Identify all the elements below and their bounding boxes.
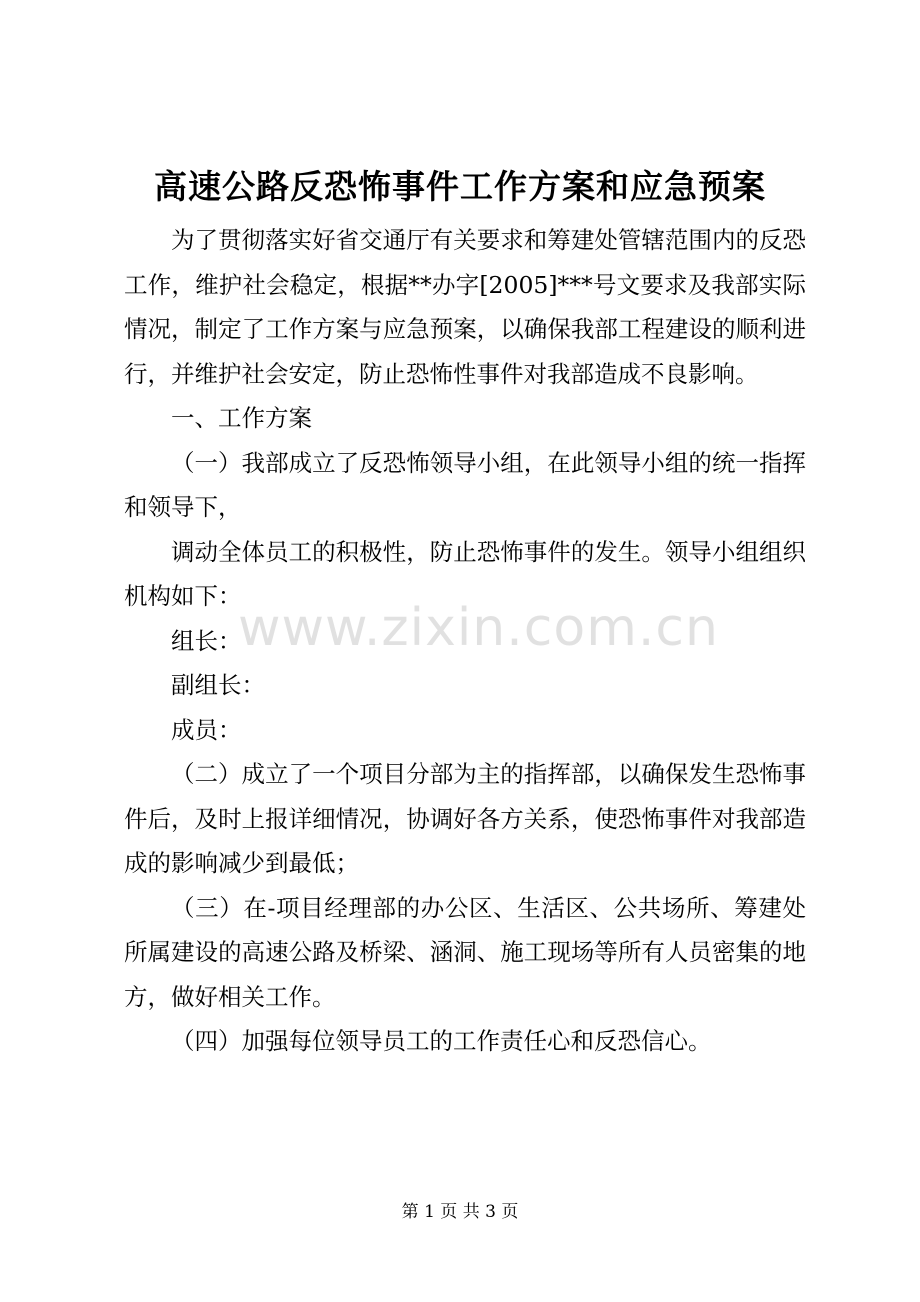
document-body xyxy=(124,218,806,1064)
paragraph-deputy-leader: 副组长： xyxy=(171,671,265,699)
section-heading-work-plan: 一、工作方案 xyxy=(171,404,312,432)
paragraph-item-1: （一）我部成立了反恐怖领导小组，在此领导小组的统一指挥和领导下， xyxy=(124,448,806,521)
paragraph-item-1-continued: 调动全体员工的积极性，防止恐怖事件的发生。领导小组组织机构如下： xyxy=(124,537,806,610)
paragraph-item-2: （二）成立了一个项目分部为主的指挥部，以确保发生恐怖事件后，及时上报详细情况，协调好各方关系，使恐怖事件对我部造成的影响减少到最低； xyxy=(124,760,806,877)
document-title: 高速公路反恐怖事件工作方案和应急预案 xyxy=(154,167,766,206)
paragraph-item-3: （三）在-项目经理部的办公区、生活区、公共场所、筹建处所属建设的高速公路及桥梁、涵洞、施工现场等所有人员密集的地方，做好相关工作。 xyxy=(124,893,806,1011)
paragraph-members: 成员： xyxy=(171,715,242,744)
watermark: www.zixin.com.cn xyxy=(238,598,719,658)
paragraph-intro: 为了贯彻落实好省交通厅有关要求和筹建处管辖范围内的反恐工作，维护社会稳定，根据**办字[2005]***号文要求及我部实际情况，制定了工作方案与应急预案，以确保我部工程建设的顺利进行，并维护社会安定，防止恐怖性事件对我部造成不良影响。 xyxy=(124,226,806,388)
page-footer: 第 1 页 共 3 页 xyxy=(401,1202,519,1222)
paragraph-item-4: （四）加强每位领导员工的工作责任心和反恐信心。 xyxy=(171,1027,712,1055)
paragraph-group-leader: 组长： xyxy=(171,626,242,655)
